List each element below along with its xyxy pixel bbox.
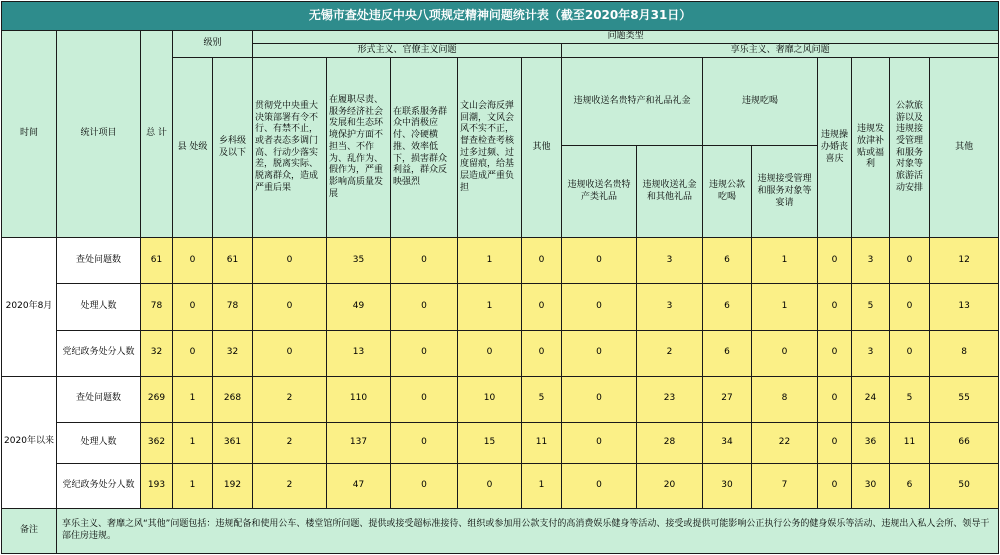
value-cell: 2: [637, 330, 703, 376]
stat-item-label: 处理人数: [57, 284, 141, 330]
header-hedonism: 享乐主义、奢靡之风问题: [562, 43, 999, 57]
value-cell: 0: [253, 330, 327, 376]
value-cell: 0: [562, 422, 637, 463]
value-cell: 0: [562, 238, 637, 284]
header-level: 级别: [173, 30, 253, 57]
stat-item-label: 党纪政务处分人数: [57, 463, 141, 508]
value-cell: 110: [327, 376, 391, 422]
value-cell: 0: [818, 463, 852, 508]
value-cell: 10: [458, 376, 522, 422]
value-cell: 0: [391, 463, 458, 508]
value-cell: 27: [703, 376, 752, 422]
value-cell: 32: [141, 330, 173, 376]
statistics-table: [1, 1, 999, 554]
value-cell: 30: [703, 463, 752, 508]
value-cell: 11: [890, 422, 930, 463]
value-cell: 5: [890, 376, 930, 422]
header-formalism-meetings: 文山会海反弹回潮，文风会风不实不正，督查检查考核过多过频、过度留痕，给基层造成严重负担: [458, 58, 522, 238]
value-cell: 0: [890, 284, 930, 330]
header-gifts-cash: 违规收送礼金和其他礼品: [637, 146, 703, 238]
value-cell: 192: [213, 463, 253, 508]
value-cell: 0: [522, 330, 562, 376]
time-label: 2020年8月: [2, 238, 57, 376]
value-cell: 8: [752, 376, 818, 422]
value-cell: 0: [890, 238, 930, 284]
header-stat-item: 统计项目: [57, 30, 141, 238]
header-dining-banquets: 违规接受管理和服务对象等宴请: [752, 146, 818, 238]
value-cell: 78: [213, 284, 253, 330]
value-cell: 0: [890, 330, 930, 376]
value-cell: 0: [173, 238, 213, 284]
value-cell: 3: [852, 330, 890, 376]
value-cell: 61: [213, 238, 253, 284]
note-text: 享乐主义、奢靡之风“其他”问题包括：违规配备和使用公车、楼堂馆所问题、提供或接受超标准接待、组织或参加用公款支付的高消费娱乐健身等活动、接受或提供可能影响公正执行公务的健身娱乐等活动、违规出入私人会所、领导干部住房违规。: [57, 508, 999, 553]
value-cell: 0: [391, 284, 458, 330]
header-dining: 违规吃喝: [703, 58, 818, 146]
value-cell: 3: [637, 284, 703, 330]
stat-item-label: 处理人数: [57, 422, 141, 463]
value-cell: 0: [562, 284, 637, 330]
value-cell: 35: [327, 238, 391, 284]
value-cell: 20: [637, 463, 703, 508]
value-cell: 0: [391, 330, 458, 376]
header-travel: 公款旅游以及违规接受管理和服务对象等旅游活动安排: [890, 58, 930, 238]
value-cell: 3: [637, 238, 703, 284]
value-cell: 0: [818, 330, 852, 376]
header-formalism: 形式主义、官僚主义问题: [253, 43, 562, 57]
value-cell: 11: [522, 422, 562, 463]
value-cell: 269: [141, 376, 173, 422]
value-cell: 0: [173, 284, 213, 330]
value-cell: 0: [253, 284, 327, 330]
value-cell: 1: [522, 463, 562, 508]
value-cell: 0: [522, 238, 562, 284]
value-cell: 0: [562, 330, 637, 376]
header-county-level: 县 处级: [173, 58, 213, 238]
value-cell: 0: [522, 284, 562, 330]
value-cell: 362: [141, 422, 173, 463]
value-cell: 1: [173, 463, 213, 508]
value-cell: 2: [253, 376, 327, 422]
value-cell: 47: [327, 463, 391, 508]
value-cell: 0: [818, 422, 852, 463]
stat-item-label: 查处问题数: [57, 238, 141, 284]
value-cell: 24: [852, 376, 890, 422]
value-cell: 5: [852, 284, 890, 330]
value-cell: 8: [930, 330, 999, 376]
value-cell: 0: [818, 238, 852, 284]
value-cell: 6: [703, 330, 752, 376]
header-problem-type: 问题类型: [253, 30, 999, 43]
header-formalism-duty: 在履职尽责、服务经济社会发展和生态环境保护方面不担当、不作为、乱作为、假作为，严重影响高质量发展: [327, 58, 391, 238]
time-label: 2020年以来: [2, 376, 57, 508]
value-cell: 3: [852, 238, 890, 284]
header-total: 总 计: [141, 30, 173, 238]
header-formalism-other: 其他: [522, 58, 562, 238]
value-cell: 1: [173, 422, 213, 463]
value-cell: 1: [458, 238, 522, 284]
value-cell: 0: [752, 330, 818, 376]
value-cell: 0: [173, 330, 213, 376]
value-cell: 0: [391, 376, 458, 422]
value-cell: 0: [562, 376, 637, 422]
table-title: 无锡市查处违反中央八项规定精神问题统计表（截至2020年8月31日）: [2, 2, 999, 31]
value-cell: 7: [752, 463, 818, 508]
value-cell: 66: [930, 422, 999, 463]
value-cell: 23: [637, 376, 703, 422]
value-cell: 361: [213, 422, 253, 463]
header-hedonism-other: 其他: [930, 58, 999, 238]
value-cell: 78: [141, 284, 173, 330]
value-cell: 137: [327, 422, 391, 463]
value-cell: 12: [930, 238, 999, 284]
value-cell: 2: [253, 463, 327, 508]
value-cell: 1: [752, 284, 818, 330]
header-formalism-service: 在联系服务群众中消极应付、冷硬横推、效率低下，损害群众利益，群众反映强烈: [391, 58, 458, 238]
note-label: 备注: [2, 508, 57, 553]
value-cell: 6: [703, 284, 752, 330]
header-weddings: 违规操办婚丧喜庆: [818, 58, 852, 238]
value-cell: 32: [213, 330, 253, 376]
value-cell: 6: [890, 463, 930, 508]
value-cell: 0: [391, 422, 458, 463]
value-cell: 0: [458, 463, 522, 508]
value-cell: 15: [458, 422, 522, 463]
value-cell: 30: [852, 463, 890, 508]
value-cell: 0: [253, 238, 327, 284]
value-cell: 0: [391, 238, 458, 284]
header-dining-public-funds: 违规公款吃喝: [703, 146, 752, 238]
value-cell: 6: [703, 238, 752, 284]
value-cell: 193: [141, 463, 173, 508]
value-cell: 1: [752, 238, 818, 284]
header-time: 时间: [2, 30, 57, 238]
value-cell: 28: [637, 422, 703, 463]
value-cell: 49: [327, 284, 391, 330]
stat-item-label: 查处问题数: [57, 376, 141, 422]
value-cell: 13: [327, 330, 391, 376]
value-cell: 61: [141, 238, 173, 284]
value-cell: 22: [752, 422, 818, 463]
value-cell: 36: [852, 422, 890, 463]
stat-item-label: 党纪政务处分人数: [57, 330, 141, 376]
value-cell: 0: [458, 330, 522, 376]
header-gifts-specialty: 违规收送名贵特产类礼品: [562, 146, 637, 238]
value-cell: 0: [562, 463, 637, 508]
value-cell: 5: [522, 376, 562, 422]
value-cell: 34: [703, 422, 752, 463]
value-cell: 1: [458, 284, 522, 330]
value-cell: 2: [253, 422, 327, 463]
value-cell: 1: [173, 376, 213, 422]
value-cell: 0: [818, 284, 852, 330]
header-township-level: 乡科级及以下: [213, 58, 253, 238]
value-cell: 268: [213, 376, 253, 422]
value-cell: 0: [818, 376, 852, 422]
header-gifts: 违规收送名贵特产和礼品礼金: [562, 58, 703, 146]
value-cell: 50: [930, 463, 999, 508]
value-cell: 13: [930, 284, 999, 330]
value-cell: 55: [930, 376, 999, 422]
header-formalism-decisions: 贯彻党中央重大决策部署有令不行、有禁不止，或者表态多调门高、行动少落实差，脱离实际、脱离群众，造成严重后果: [253, 58, 327, 238]
header-allowance: 违规发放津补贴或福利: [852, 58, 890, 238]
